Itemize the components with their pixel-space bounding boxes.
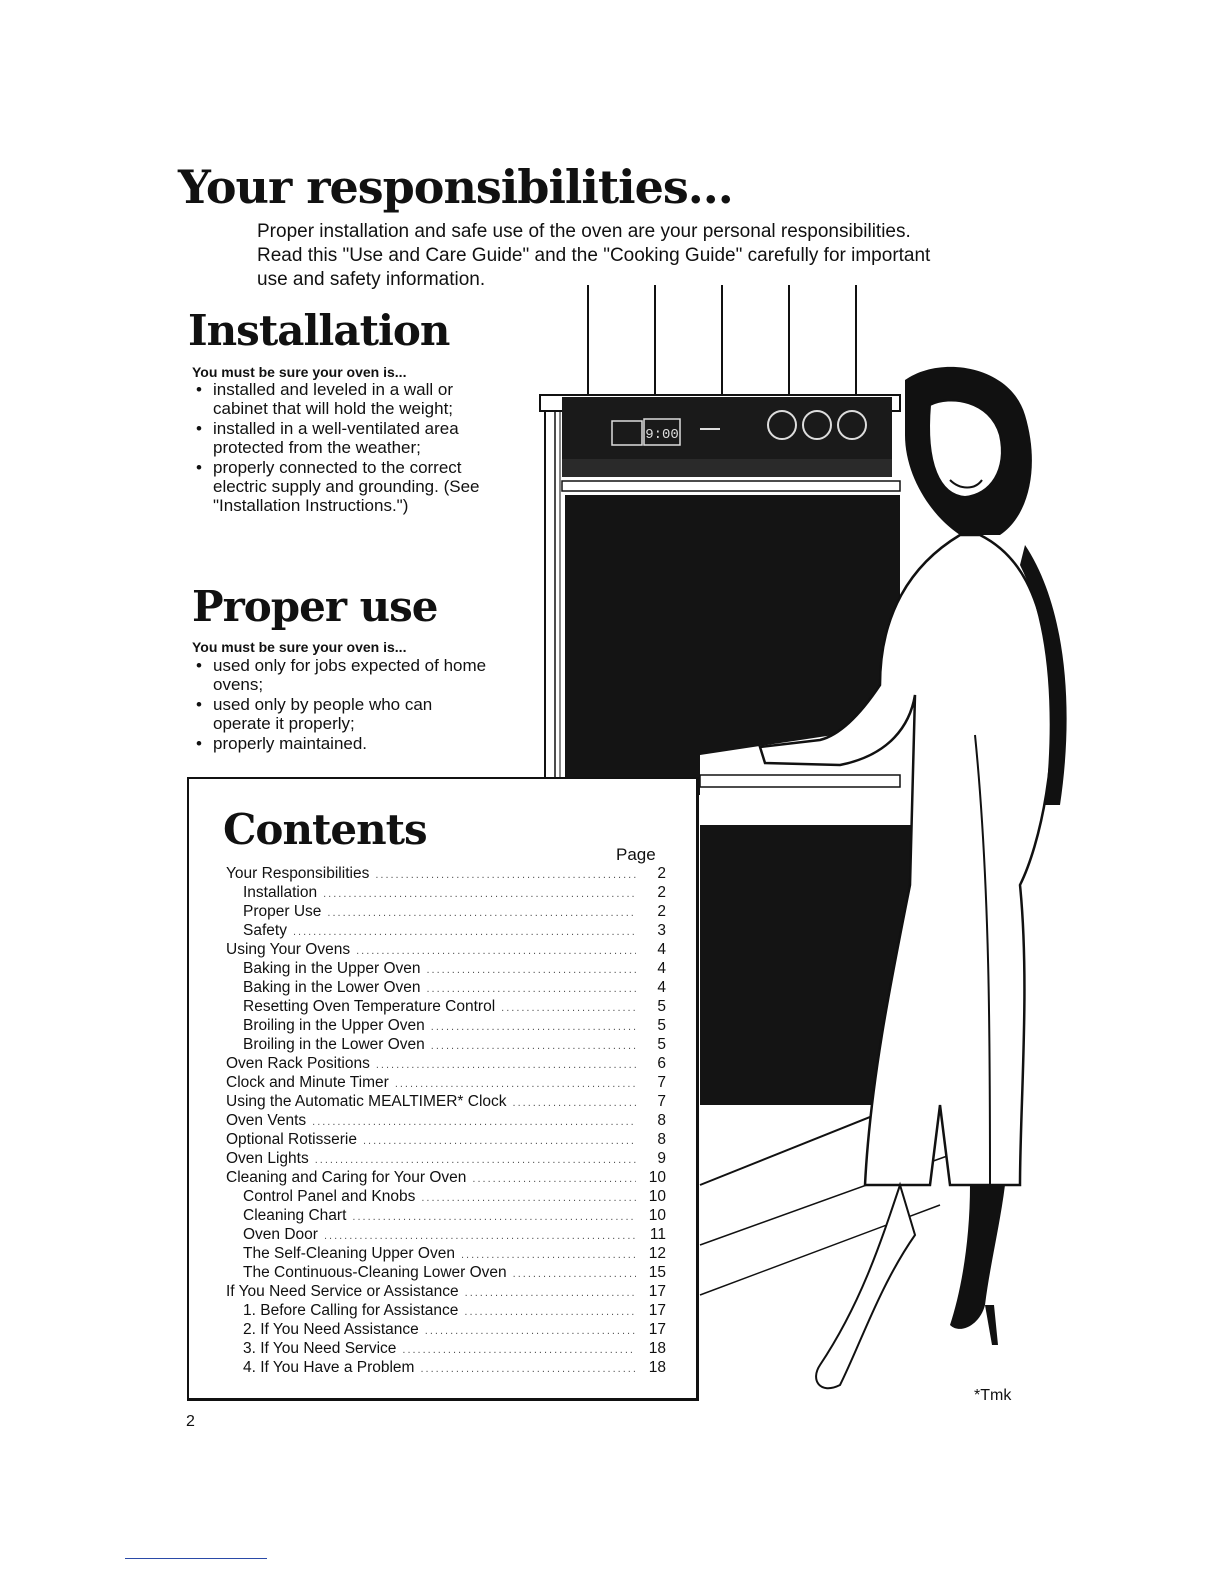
toc-entry-title: Oven Rack Positions bbox=[226, 1055, 370, 1072]
toc-entry-page: 11 bbox=[649, 1226, 666, 1243]
toc-entry bbox=[226, 1245, 666, 1264]
toc-entry-title: 2. If You Need Assistance bbox=[243, 1321, 419, 1338]
toc-entry bbox=[226, 1226, 666, 1245]
toc-entry-title: Resetting Oven Temperature Control bbox=[243, 998, 496, 1015]
toc-entry bbox=[226, 960, 666, 979]
toc-entry-title: Your Responsibilities bbox=[226, 865, 370, 882]
toc-entry bbox=[226, 1074, 666, 1093]
toc-leader-dots bbox=[501, 1002, 636, 1014]
toc-entry bbox=[226, 1359, 666, 1378]
toc-leader-dots bbox=[356, 945, 636, 957]
page-title: Your responsibilities... bbox=[178, 160, 733, 214]
toc-entry-title: Clock and Minute Timer bbox=[226, 1074, 389, 1091]
toc-entry-title: The Continuous-Cleaning Lower Oven bbox=[243, 1264, 507, 1281]
trademark-note: *Tmk bbox=[974, 1387, 1012, 1404]
toc-leader-dots bbox=[315, 1154, 636, 1166]
toc-entry-title: Baking in the Lower Oven bbox=[243, 979, 421, 996]
toc-leader-dots bbox=[293, 926, 636, 938]
toc-leader-dots bbox=[464, 1306, 636, 1318]
toc-entry-title: Oven Lights bbox=[226, 1150, 309, 1167]
toc-entry bbox=[226, 884, 666, 903]
proper-use-heading: Proper use bbox=[192, 582, 438, 631]
toc-leader-dots bbox=[427, 983, 637, 995]
toc-entry bbox=[226, 1131, 666, 1150]
toc-entry-page: 10 bbox=[648, 1207, 666, 1224]
toc-entry bbox=[226, 1207, 666, 1226]
toc-leader-dots bbox=[395, 1078, 636, 1090]
toc-leader-dots bbox=[513, 1097, 636, 1109]
toc-leader-dots bbox=[420, 1363, 636, 1375]
toc-entry-page: 10 bbox=[648, 1188, 666, 1205]
toc-entry bbox=[226, 1036, 666, 1055]
toc-entry-title: Control Panel and Knobs bbox=[243, 1188, 416, 1205]
toc-entry bbox=[226, 922, 666, 941]
toc-entry bbox=[226, 1093, 666, 1112]
toc-entry-page: 17 bbox=[648, 1321, 666, 1338]
toc-entry-page: 10 bbox=[648, 1169, 666, 1186]
toc-entry-title: Using the Automatic MEALTIMER* Clock bbox=[226, 1093, 507, 1110]
toc-entry-page: 4 bbox=[657, 960, 666, 977]
toc-leader-dots bbox=[472, 1173, 636, 1185]
list-item: • used only for jobs expected of home ovens; bbox=[192, 656, 492, 694]
toc-entry-title: Optional Rotisserie bbox=[226, 1131, 357, 1148]
page-number: 2 bbox=[186, 1413, 195, 1430]
toc-entry bbox=[226, 865, 666, 884]
toc-entry bbox=[226, 1055, 666, 1074]
proper-use-list bbox=[192, 656, 492, 754]
toc-entry-page: 17 bbox=[648, 1283, 666, 1300]
toc-entry-page: 2 bbox=[657, 865, 666, 882]
toc-entry-title: Installation bbox=[243, 884, 318, 901]
cabinet-lines bbox=[588, 285, 856, 395]
toc-entry-title: 4. If You Have a Problem bbox=[243, 1359, 415, 1376]
toc-entry bbox=[226, 1188, 666, 1207]
toc-leader-dots bbox=[465, 1287, 636, 1299]
toc-leader-dots bbox=[324, 1230, 636, 1242]
toc-entry-page: 8 bbox=[657, 1112, 666, 1129]
toc-leader-dots bbox=[312, 1116, 636, 1128]
toc-entry-page: 5 bbox=[657, 998, 666, 1015]
toc-leader-dots bbox=[323, 888, 636, 900]
proper-use-subheading: You must be sure your oven is... bbox=[192, 639, 407, 655]
toc-entry-title: 3. If You Need Service bbox=[243, 1340, 397, 1357]
toc-entry-page: 5 bbox=[657, 1017, 666, 1034]
toc-entry-page: 4 bbox=[657, 979, 666, 996]
clock-display: 9:00 bbox=[645, 427, 679, 443]
toc-entry-page: 17 bbox=[648, 1302, 666, 1319]
toc-entry bbox=[226, 1264, 666, 1283]
toc-entry bbox=[226, 1017, 666, 1036]
list-item: • used only by people who can operate it properly; bbox=[192, 695, 492, 733]
toc-entry-title: Proper Use bbox=[243, 903, 322, 920]
toc-leader-dots bbox=[352, 1211, 636, 1223]
contents-box bbox=[187, 777, 699, 1401]
toc-entry-page: 18 bbox=[648, 1359, 666, 1376]
toc-entry-page: 9 bbox=[657, 1150, 666, 1167]
list-item: • properly connected to the correct electric supply and grounding. (See "Installation Instructions.") bbox=[192, 458, 492, 515]
toc-entry-page: 5 bbox=[657, 1036, 666, 1053]
toc-entry bbox=[226, 1150, 666, 1169]
toc-entry-page: 7 bbox=[657, 1093, 666, 1110]
toc-leader-dots bbox=[425, 1325, 636, 1337]
toc-entry-title: 1. Before Calling for Assistance bbox=[243, 1302, 459, 1319]
toc-leader-dots bbox=[363, 1135, 636, 1147]
toc-entry bbox=[226, 1321, 666, 1340]
toc-entry-title: Baking in the Upper Oven bbox=[243, 960, 421, 977]
list-item: • installed in a well-ventilated area protected from the weather; bbox=[192, 419, 492, 457]
toc-leader-dots bbox=[402, 1344, 636, 1356]
toc-leader-dots bbox=[461, 1249, 636, 1261]
toc-entry-title: Cleaning and Caring for Your Oven bbox=[226, 1169, 467, 1186]
toc-entry-title: Cleaning Chart bbox=[243, 1207, 347, 1224]
toc-entry-page: 4 bbox=[657, 941, 666, 958]
toc-leader-dots bbox=[431, 1021, 636, 1033]
toc-entry-page: 3 bbox=[657, 922, 666, 939]
toc-entry bbox=[226, 1283, 666, 1302]
toc-entry-page: 2 bbox=[657, 903, 666, 920]
toc-entry-page: 18 bbox=[648, 1340, 666, 1357]
toc-entry-page: 12 bbox=[648, 1245, 666, 1262]
toc-entry-title: Broiling in the Upper Oven bbox=[243, 1017, 425, 1034]
toc-leader-dots bbox=[327, 907, 636, 919]
installation-subheading: You must be sure your oven is... bbox=[192, 364, 407, 380]
upper-oven-door bbox=[562, 481, 900, 815]
toc-entry bbox=[226, 1340, 666, 1359]
toc-entry bbox=[226, 1112, 666, 1131]
installation-list bbox=[192, 380, 492, 516]
toc-entry-title: Using Your Ovens bbox=[226, 941, 351, 958]
toc-entry-page: 2 bbox=[657, 884, 666, 901]
toc-entry-title: Broiling in the Lower Oven bbox=[243, 1036, 425, 1053]
page-column-label: Page bbox=[616, 845, 656, 864]
table-of-contents bbox=[226, 865, 666, 1378]
toc-entry-page: 15 bbox=[648, 1264, 666, 1281]
contents-heading: Contents bbox=[223, 805, 427, 854]
footer-rule bbox=[125, 1558, 267, 1559]
installation-heading: Installation bbox=[188, 306, 450, 355]
intro-paragraph: Proper installation and safe use of the oven are your personal responsibilities. Read this "Use and Care Guide" and the "Cooking Guide" carefully for important use and safety information. bbox=[257, 221, 931, 290]
toc-leader-dots bbox=[427, 964, 637, 976]
toc-entry-title: Oven Door bbox=[243, 1226, 318, 1243]
toc-entry-page: 6 bbox=[657, 1055, 666, 1072]
toc-entry bbox=[226, 998, 666, 1017]
toc-entry-page: 8 bbox=[657, 1131, 666, 1148]
toc-entry bbox=[226, 1302, 666, 1321]
toc-leader-dots bbox=[431, 1040, 636, 1052]
toc-entry bbox=[226, 903, 666, 922]
toc-entry-title: Safety bbox=[243, 922, 287, 939]
toc-entry bbox=[226, 941, 666, 960]
toc-entry bbox=[226, 1169, 666, 1188]
toc-leader-dots bbox=[421, 1192, 636, 1204]
toc-entry bbox=[226, 979, 666, 998]
list-item: • properly maintained. bbox=[192, 734, 492, 753]
toc-leader-dots bbox=[513, 1268, 636, 1280]
toc-entry-title: If You Need Service or Assistance bbox=[226, 1283, 459, 1300]
list-item: • installed and leveled in a wall or cabinet that will hold the weight; bbox=[192, 380, 492, 418]
toc-leader-dots bbox=[375, 869, 636, 881]
toc-entry-page: 7 bbox=[657, 1074, 666, 1091]
toc-entry-title: The Self-Cleaning Upper Oven bbox=[243, 1245, 455, 1262]
toc-entry-title: Oven Vents bbox=[226, 1112, 307, 1129]
oven-control-panel bbox=[562, 397, 892, 477]
toc-leader-dots bbox=[376, 1059, 636, 1071]
